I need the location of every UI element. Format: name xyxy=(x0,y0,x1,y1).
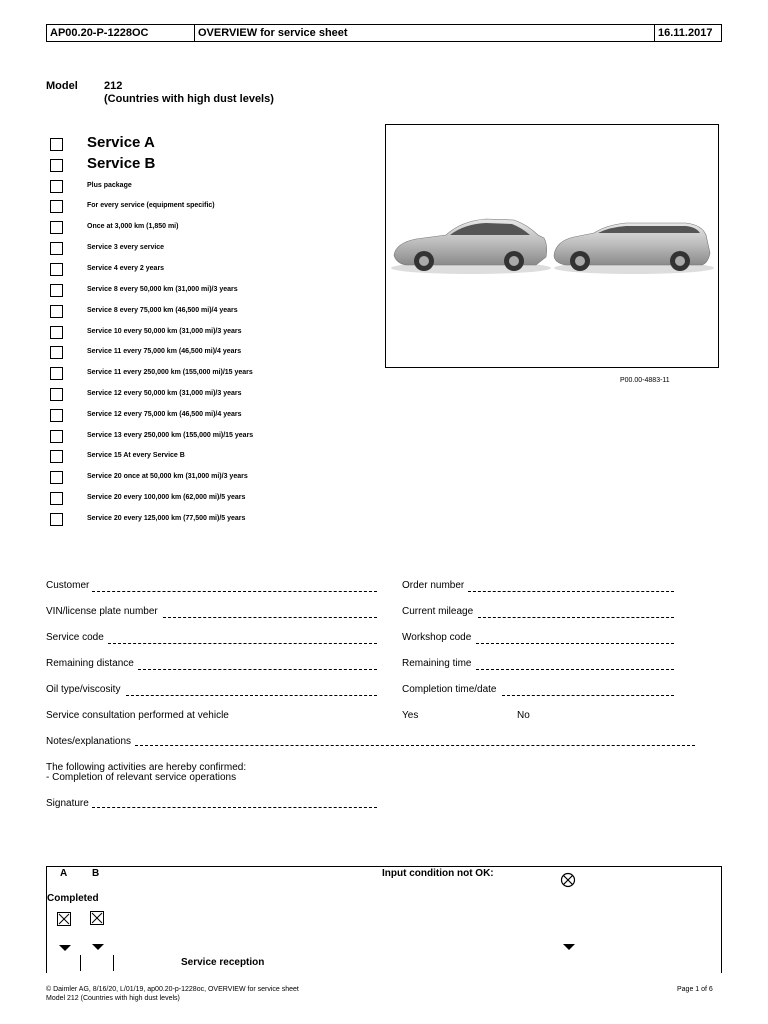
completed-label: Completed xyxy=(47,893,99,904)
checkbox[interactable] xyxy=(50,221,63,234)
checkbox[interactable] xyxy=(50,388,63,401)
header-table xyxy=(46,24,722,42)
signature-field[interactable] xyxy=(92,807,377,808)
checklist-item-label: Service 8 every 75,000 km (46,500 mi)/4 years xyxy=(87,307,238,314)
checkbox[interactable] xyxy=(50,471,63,484)
image-caption: P00.00-4883-11 xyxy=(620,377,670,384)
checkbox[interactable] xyxy=(50,200,63,213)
confirm-line-1: The following activities are hereby confirmed: xyxy=(46,762,247,773)
checkbox[interactable] xyxy=(50,492,63,505)
checkbox[interactable] xyxy=(50,450,63,463)
no-option[interactable]: No xyxy=(517,710,530,721)
checkbox[interactable] xyxy=(50,159,63,172)
checkbox[interactable] xyxy=(50,284,63,297)
cars-illustration xyxy=(386,125,718,367)
checklist-item-label: Service 3 every service xyxy=(87,244,165,251)
page-number: Page 1 of 6 xyxy=(677,986,713,993)
workshop-code-label: Workshop code xyxy=(402,632,472,643)
checklist-item-label: Service 10 every 50,000 km (31,000 mi)/3 years xyxy=(87,328,242,335)
order-number-label: Order number xyxy=(402,580,465,591)
confirm-line-2: - Completion of relevant service operations xyxy=(46,772,237,783)
order-number-field[interactable] xyxy=(468,591,674,592)
checklist-item-label: Service 12 every 50,000 km (31,000 mi)/3 years xyxy=(87,390,242,397)
checklist-item-label: Service 13 every 250,000 km (155,000 mi)/15 years xyxy=(87,432,254,439)
checkbox[interactable] xyxy=(50,409,63,422)
completion-time-field[interactable] xyxy=(502,695,674,696)
signature-label: Signature xyxy=(46,798,89,809)
checklist-item-label: Service B xyxy=(87,155,156,172)
footer-line-2: Model 212 (Countries with high dust levels) xyxy=(46,995,180,1002)
checklist-item-label: Service 20 every 100,000 km (62,000 mi)/5 years xyxy=(87,494,246,501)
checkbox[interactable] xyxy=(50,326,63,339)
checked-box-b-icon[interactable] xyxy=(90,911,104,925)
checklist-item-label: Service 20 every 125,000 km (77,500 mi)/5 years xyxy=(87,515,246,522)
checkbox[interactable] xyxy=(50,346,63,359)
checkbox[interactable] xyxy=(50,242,63,255)
checkbox[interactable] xyxy=(50,138,63,151)
remaining-distance-field[interactable] xyxy=(138,669,377,670)
checklist-item-label: Service 11 every 250,000 km (155,000 mi)/15 years xyxy=(87,369,253,376)
divider-1 xyxy=(80,955,81,971)
checkbox[interactable] xyxy=(50,263,63,276)
checkbox[interactable] xyxy=(50,430,63,443)
yes-option[interactable]: Yes xyxy=(402,710,419,721)
notes-label: Notes/explanations xyxy=(46,736,132,747)
arrow-down-a-icon xyxy=(59,945,71,953)
customer-label: Customer xyxy=(46,580,90,591)
input-condition-label: Input condition not OK: xyxy=(382,868,494,879)
vin-field[interactable] xyxy=(163,617,377,618)
completion-time-label: Completion time/date xyxy=(402,684,497,695)
vehicle-photo xyxy=(385,124,719,368)
current-mileage-field[interactable] xyxy=(478,617,674,618)
service-code-field[interactable] xyxy=(108,643,377,644)
status-box xyxy=(46,866,722,973)
column-b-label: B xyxy=(92,868,100,879)
model-label: Model xyxy=(46,80,78,92)
checkbox[interactable] xyxy=(50,367,63,380)
customer-field[interactable] xyxy=(92,591,377,592)
checkbox[interactable] xyxy=(50,513,63,526)
checklist-item-label: For every service (equipment specific) xyxy=(87,202,215,209)
remaining-time-field[interactable] xyxy=(476,669,674,670)
checklist-item-label: Plus package xyxy=(87,182,132,189)
checklist-item-label: Service A xyxy=(87,134,155,151)
divider-2 xyxy=(113,955,114,971)
footer-line-1: © Daimler AG, 8/16/20, L/01/19, ap00.20-p-1228oc, OVERVIEW for service sheet xyxy=(46,986,299,993)
arrow-down-c-icon xyxy=(563,944,575,952)
consultation-label: Service consultation performed at vehicle xyxy=(46,710,229,721)
doc-title: OVERVIEW for service sheet xyxy=(195,25,655,41)
checkbox[interactable] xyxy=(50,180,63,193)
current-mileage-label: Current mileage xyxy=(402,606,474,617)
oil-type-field[interactable] xyxy=(126,695,377,696)
checklist-item-label: Service 8 every 50,000 km (31,000 mi)/3 years xyxy=(87,286,238,293)
column-a-label: A xyxy=(60,868,68,879)
workshop-code-field[interactable] xyxy=(476,643,674,644)
model-note: (Countries with high dust levels) xyxy=(104,93,274,105)
doc-date: 16.11.2017 xyxy=(658,27,713,39)
checked-box-a-icon[interactable] xyxy=(57,912,71,926)
model-value: 212 xyxy=(104,80,123,92)
oil-type-label: Oil type/viscosity xyxy=(46,684,121,695)
checkbox[interactable] xyxy=(50,305,63,318)
doc-id: AP00.20-P-1228OC xyxy=(47,25,195,41)
checklist-item-label: Service 20 once at 50,000 km (31,000 mi)/3 years xyxy=(87,473,248,480)
service-reception-label: Service reception xyxy=(181,957,265,968)
remaining-time-label: Remaining time xyxy=(402,658,472,669)
checklist-item-label: Service 12 every 75,000 km (46,500 mi)/4 years xyxy=(87,411,242,418)
checklist-item-label: Once at 3,000 km (1,850 mi) xyxy=(87,223,179,230)
remaining-distance-label: Remaining distance xyxy=(46,658,134,669)
checklist-item-label: Service 11 every 75,000 km (46,500 mi)/4 years xyxy=(87,348,242,355)
vin-label: VIN/license plate number xyxy=(46,606,158,617)
notes-field[interactable] xyxy=(135,745,695,746)
service-code-label: Service code xyxy=(46,632,104,643)
checklist-item-label: Service 4 every 2 years xyxy=(87,265,165,272)
circle-cross-icon xyxy=(560,872,576,888)
arrow-down-b-icon xyxy=(92,944,104,952)
checklist-item-label: Service 15 At every Service B xyxy=(87,452,185,459)
